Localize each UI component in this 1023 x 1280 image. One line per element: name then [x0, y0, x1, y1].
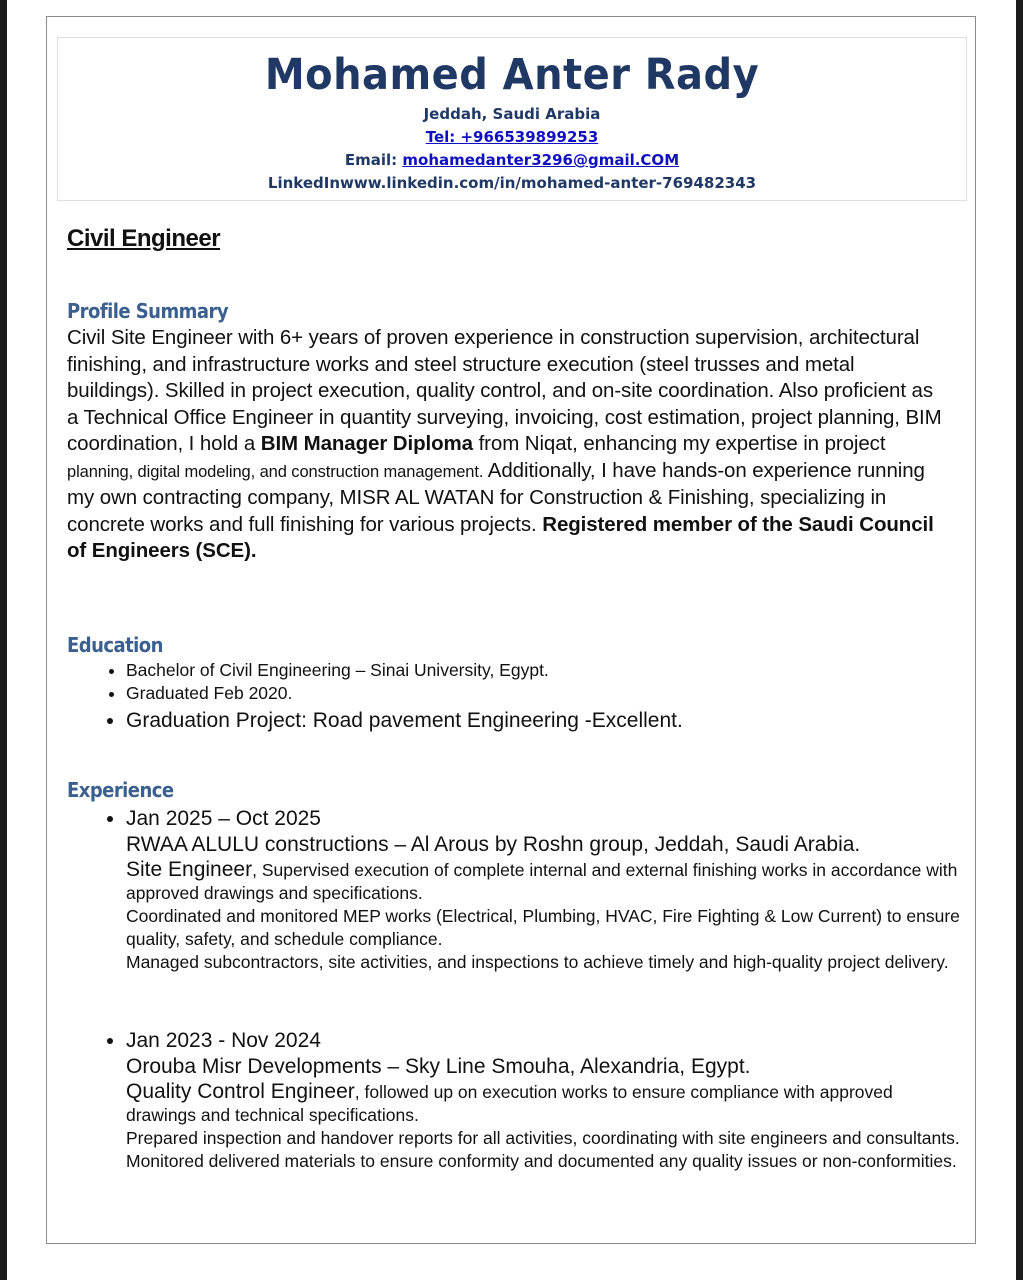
phone-link[interactable]: Tel: +966539899253: [425, 128, 599, 146]
experience-detail: Coordinated and monitored MEP works (Electrical, Plumbing, HVAC, Fire Fighting & Low Current) to ensure quality, safety, and schedule compliance.: [126, 906, 960, 949]
experience-list: [67, 806, 966, 974]
experience-item: [126, 806, 966, 974]
summary-part: Civil Site Engineer with 6+ years of proven experience in construction supervision, architectural finishing, and infrastructure works and steel structure execution (steel trusses and metal buildings). Skilled in project execution, quality control, and on-site coordination. Also proficient as a Technical Office Engineer in quantity surveying, invoicing, cost estimation, project planning, BIM coordination, I hold a: [67, 326, 942, 455]
experience-role: Quality Control Engineer: [126, 1080, 355, 1103]
resume-page: [46, 16, 976, 1244]
education-item: • Graduation Project: Road pavement Engineering -Excellent.: [126, 705, 946, 737]
experience-detail: Monitored delivered materials to ensure conformity and documented any quality issues or non-conformities.: [126, 1151, 957, 1171]
experience-item: [126, 1028, 966, 1173]
experience-company: RWAA ALULU constructions – Al Arous by Roshn group, Jeddah, Saudi Arabia.: [126, 833, 861, 856]
job-title: Civil Engineer: [67, 225, 221, 252]
email-label: Email:: [344, 151, 403, 169]
education-item: • Graduated Feb 2020.: [126, 682, 946, 705]
experience-role-line: [126, 1080, 966, 1127]
experience-list-2: [67, 1028, 966, 1173]
experience-date: • Jan 2023 - Nov 2024: [126, 1029, 321, 1052]
education-heading: Education: [67, 633, 163, 657]
profile-summary-heading: Profile Summary: [67, 299, 229, 323]
summary-bold-sce: Registered member of the Saudi Council of Engineers (SCE).: [67, 512, 934, 562]
email-line: [58, 149, 966, 172]
contact-header: [57, 37, 967, 201]
experience-company: Orouba Misr Developments – Sky Line Smouha, Alexandria, Egypt.: [126, 1055, 751, 1078]
candidate-name: Mohamed Anter Rady: [264, 50, 760, 100]
experience-role-line: [126, 858, 966, 905]
linkedin-line: LinkedInwww.linkedin.com/in/mohamed-anter-769482343: [267, 174, 757, 192]
experience-role-detail: , followed up on execution works to ensure compliance with approved drawings and technical specifications.: [126, 1082, 893, 1125]
experience-heading: Experience: [67, 778, 174, 802]
education-list: [67, 659, 946, 737]
experience-date: • Jan 2025 – Oct 2025: [126, 807, 321, 830]
profile-summary-text: [67, 325, 947, 565]
summary-bold-diploma: BIM Manager Diploma: [260, 432, 473, 455]
screen-edge-left: [0, 0, 7, 1280]
experience-role-detail: , Supervised execution of complete internal and external finishing works in accordance with approved drawings and specifications.: [126, 860, 958, 903]
education-item: • Bachelor of Civil Engineering – Sinai University, Egypt.: [126, 659, 946, 682]
email-link[interactable]: mohamedanter3296@gmail.COM: [402, 151, 680, 169]
experience-role: Site Engineer: [126, 858, 253, 881]
location: Jeddah, Saudi Arabia: [423, 105, 601, 123]
experience-detail: Prepared inspection and handover reports for all activities, coordinating with site engineers and consultants.: [126, 1128, 960, 1148]
summary-small-part: planning, digital modeling, and construction management.: [67, 462, 484, 481]
screen-edge-right: [1016, 0, 1023, 1280]
summary-part: from Niqat, enhancing my expertise in project: [472, 432, 886, 455]
summary-part: Additionally, I have hands-on experience running my own contracting company, MISR AL WATAN for Construction & Finishing, specializing in concrete works and full finishing for various projects.: [67, 458, 925, 536]
experience-detail: Managed subcontractors, site activities, and inspections to achieve timely and high-quality project delivery.: [126, 952, 949, 972]
